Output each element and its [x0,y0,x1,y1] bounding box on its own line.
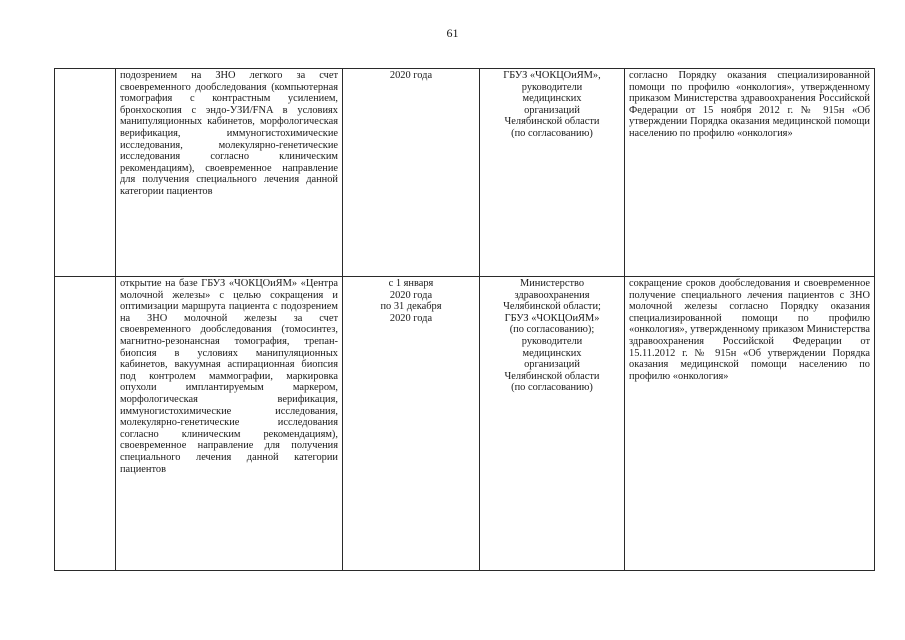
responsible-cell: ГБУЗ «ЧОКЦОиЯМ», руководители медицинских организаций Челябинской области (по согласованию) [480,69,625,277]
deadline-cell: с 1 января 2020 года по 31 декабря 2020 года [343,277,480,571]
page-number: 61 [446,26,459,40]
row-number-cell [55,69,116,277]
table-row [55,277,875,571]
task-cell: подозрением на ЗНО легкого за счет своевременного дообследования (компьютерная томография с контрастным усилением, бронхоскопия с эндо-УЗИ/FNA в условиях манипуляционных кабинетов, морфологическая верификация, иммуногистохимические исследования, молекулярно-генетические исследования согласно клиническим рекомендациям), своевременное направление для получения специального лечения данной категории пациентов [116,69,343,277]
result-cell: согласно Порядку оказания специализированной помощи по профилю «онкология», утвержденному приказом Министерства здравоохранения Российской Федерации от 15 ноября 2012 г. № 915н «Об утверждении Порядка оказания медицинской помощи населению по профилю «онкология» [625,69,875,277]
measures-table [54,68,875,571]
task-cell: открытие на базе ГБУЗ «ЧОКЦОиЯМ» «Центра молочной железы» с целью сокращения и оптимизации маршрута пациента с подозрением на ЗНО молочной железы за счет своевременного дообследования (томосинтез, магнитно-резонансная томография, трепан-биопсия в условиях манипуляционных кабинетов, вакуумная аспирационная биопсия под контролем маммографии, маркировка опухоли имплантируемым маркером, морфологическая верификация, иммуногистохимические исследования, молекулярно-генетические исследования согласно клиническим рекомендациям), своевременное направление для получения специального лечения данной категории пациентов [116,277,343,571]
responsible-cell: Министерство здравоохранения Челябинской области; ГБУЗ «ЧОКЦОиЯМ» (по согласованию); руководители медицинских организаций Челябинской области (по согласованию) [480,277,625,571]
row-number-cell [55,277,116,571]
table-row [55,69,875,277]
deadline-cell: 2020 года [343,69,480,277]
result-cell: сокращение сроков дообследования и своевременное получение специального лечения пациентов с ЗНО молочной железы согласно Порядку оказания специализированной помощи по профилю «онкология», утвержденному приказом Министерства здравоохранения Российской Федерации от 15.11.2012 г. № 915н «Об утверждении Порядка оказания медицинской помощи населению по профилю «онкология» [625,277,875,571]
